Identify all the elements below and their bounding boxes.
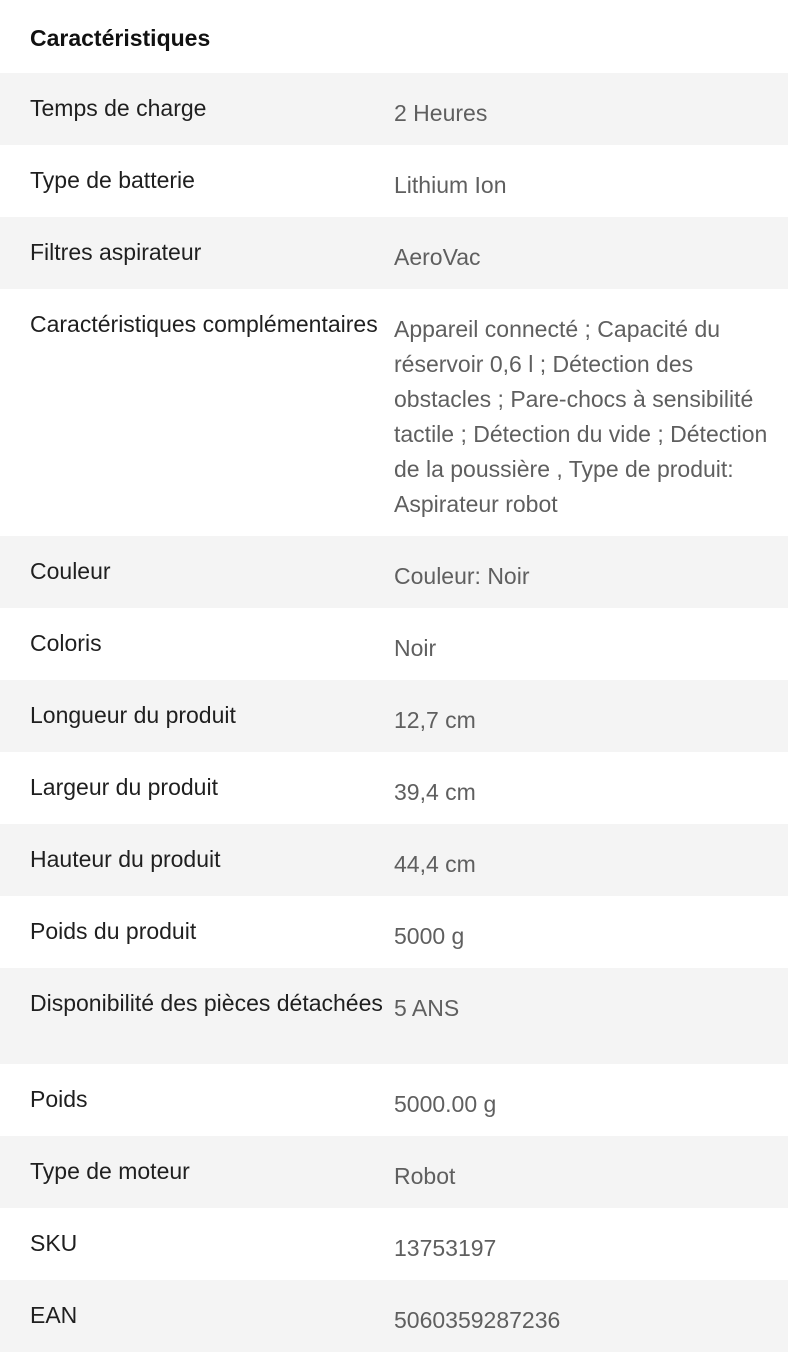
- spec-label: Largeur du produit: [30, 774, 218, 800]
- spec-row-product-weight: [0, 896, 788, 968]
- spec-value: Appareil connecté ; Capacité du réservoir 0,6 l ; Détection des obstacles ; Pare-chocs à sensibilité tactile ; Détection du vide ; Détection de la poussière , Type de produit: Aspirateur robot: [394, 316, 768, 517]
- spec-label: Caractéristiques complémentaires: [30, 311, 378, 337]
- spec-label: Poids du produit: [30, 918, 197, 944]
- spec-value: Robot: [394, 1163, 456, 1189]
- spec-row-color: [0, 536, 788, 608]
- spec-row-width: [0, 752, 788, 824]
- spec-value: 39,4 cm: [394, 779, 476, 805]
- spec-value: 5060359287236: [394, 1307, 561, 1333]
- spec-value: Lithium Ion: [394, 172, 507, 198]
- spec-row-length: [0, 680, 788, 752]
- spec-row-battery-type: [0, 145, 788, 217]
- spec-label: Hauteur du produit: [30, 846, 221, 872]
- section-title: Caractéristiques: [30, 25, 211, 51]
- spec-row-spare-parts: [0, 968, 788, 1064]
- spec-label: Longueur du produit: [30, 702, 236, 728]
- spec-label: Temps de charge: [30, 95, 207, 121]
- spec-label: Poids: [30, 1086, 88, 1112]
- spec-row-sku: [0, 1208, 788, 1280]
- spec-label: Couleur: [30, 558, 111, 584]
- spec-row-height: [0, 824, 788, 896]
- spec-row-weight: [0, 1064, 788, 1136]
- spec-label: Filtres aspirateur: [30, 239, 202, 265]
- spec-value: 44,4 cm: [394, 851, 476, 877]
- spec-value: Noir: [394, 635, 437, 661]
- spec-row-filters: [0, 217, 788, 289]
- spec-row-coloris: [0, 608, 788, 680]
- spec-label: EAN: [30, 1302, 78, 1328]
- spec-row-motor-type: [0, 1136, 788, 1208]
- spec-label: Coloris: [30, 630, 102, 656]
- spec-label: Type de moteur: [30, 1158, 190, 1184]
- spec-value: Couleur: Noir: [394, 563, 530, 589]
- spec-label: Type de batterie: [30, 167, 195, 193]
- spec-value: 12,7 cm: [394, 707, 476, 733]
- spec-value: 5000.00 g: [394, 1091, 497, 1117]
- spec-row-extra-features: [0, 289, 788, 536]
- spec-value: 2 Heures: [394, 100, 488, 126]
- spec-value: 13753197: [394, 1235, 497, 1261]
- spec-value: AeroVac: [394, 244, 481, 270]
- spec-value: 5000 g: [394, 923, 465, 949]
- spec-label: Disponibilité des pièces détachées: [30, 990, 383, 1016]
- spec-row-ean: [0, 1280, 788, 1352]
- spec-row-charge-time: [0, 73, 788, 145]
- spec-value: 5 ANS: [394, 995, 460, 1021]
- spec-label: SKU: [30, 1230, 78, 1256]
